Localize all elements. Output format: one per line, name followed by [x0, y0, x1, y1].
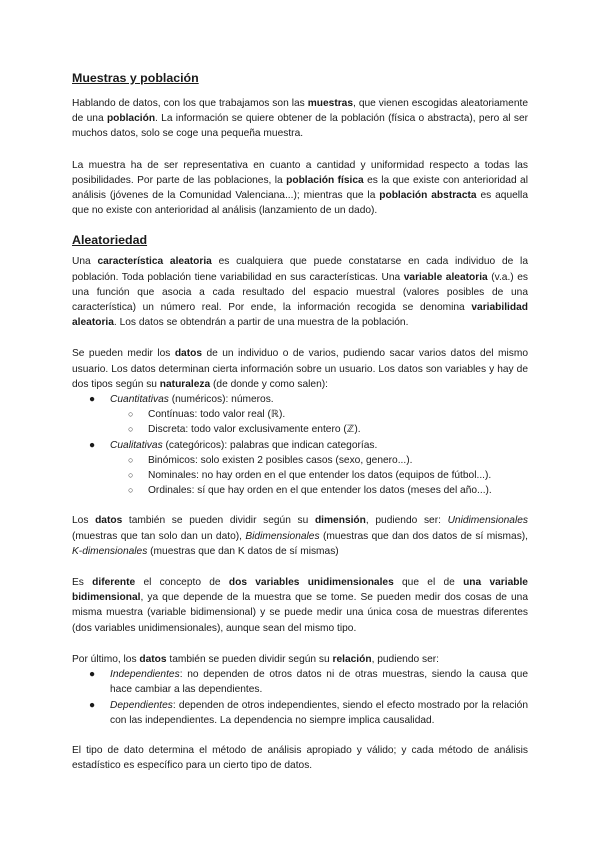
text-run: Ordinales: sí que hay orden en el que entender los datos (meses del año...).	[148, 485, 492, 497]
text-run: Contínuas: todo valor real (ℝ).	[148, 409, 286, 421]
bold-term: diferente	[92, 577, 136, 589]
italic-term: Cualitativas	[110, 439, 163, 451]
text-run: Binómicos: solo existen 2 posibles casos (sexo, genero...).	[148, 454, 413, 466]
circle-bullet-icon: ○	[128, 485, 134, 496]
text-run: (muestras que dan dos datos de sí mismas),	[319, 530, 529, 542]
list-item-independientes	[72, 667, 528, 697]
bold-term: datos	[174, 348, 202, 360]
paragraph-tipo-dato: El tipo de dato determina el método de análisis apropiado y válido; y cada método de análisis estadístico es específico para un cierto tipo de datos.	[72, 744, 528, 772]
bold-term: característica aleatoria	[97, 256, 212, 268]
text-run: (de donde y como salen):	[210, 378, 328, 390]
bold-term: población abstracta	[379, 190, 477, 202]
text-run: (categóricos): palabras que indican categorías.	[162, 439, 378, 451]
text-run: el concepto de	[135, 577, 229, 589]
bold-term: variabilidad aleatoria	[72, 302, 528, 329]
paragraph-diferente	[72, 575, 528, 636]
section-title-muestras: Muestras y población	[72, 71, 199, 85]
text-run: también se pueden dividir según su	[122, 515, 315, 527]
paragraph-relacion	[72, 652, 528, 667]
text-run: Una	[72, 256, 98, 268]
text-run: de un individuo o de varios, pudiendo sacar varios datos del mismo usuario. Los datos determinan cierta información sobre un usuario. Los datos son variables y hay de dos tipos según su	[72, 348, 528, 390]
bold-term: dos variables unidimensionales	[228, 577, 394, 589]
list-item-binomicos	[72, 453, 528, 468]
text-run: (v.a.) es una función que asocia a cada resultado del espacio muestral (valores posibles de una característica) un número real. Por ende, la información recogida se denomina	[72, 271, 528, 314]
list-item-discreta	[72, 422, 528, 437]
text-run: es aquella que no existe con anterioridad al análisis (lanzamiento de un dado).	[72, 190, 528, 217]
text-run: Nominales: no hay orden en el que entender los datos (equipos de fútbol...).	[148, 470, 492, 482]
bullet-icon: ●	[89, 439, 96, 451]
bold-term: variable aleatoria	[403, 271, 488, 283]
circle-bullet-icon: ○	[128, 454, 134, 465]
bold-term: población	[106, 113, 156, 125]
document-page	[72, 70, 528, 789]
text-run: . La información se quiere obtener de la población (física o abstracta), pero al ser muchos datos, solo se coge una pequeña muestra.	[72, 113, 528, 140]
italic-term: Cuantitativas	[110, 394, 169, 406]
list-item-cualitativas	[72, 438, 528, 499]
bold-term: dimensión	[314, 515, 366, 527]
paragraph-caracteristica	[72, 254, 528, 330]
italic-term: Dependientes	[110, 699, 173, 711]
text-run: , que vienen escogidas aleatoriamente de una	[72, 98, 528, 125]
text-run: , pudiendo ser:	[365, 515, 448, 527]
list-item-ordinales	[72, 483, 528, 498]
text-run: Hablando de datos, con los que trabajamos son las	[72, 98, 308, 109]
list-naturaleza	[72, 392, 528, 498]
paragraph-muestras-intro	[72, 96, 528, 142]
circle-bullet-icon: ○	[128, 424, 134, 435]
text-run: : dependen de otros independientes, siendo el efecto mostrado por la relación con las independientes. La dependencia no siempre implica causalidad.	[110, 699, 528, 726]
text-run: Se pueden medir los	[72, 348, 175, 360]
text-run: Los	[72, 515, 96, 527]
circle-bullet-icon: ○	[128, 470, 134, 481]
italic-term: Bidimensionales	[245, 530, 320, 542]
bold-term: relación	[332, 653, 372, 665]
paragraph-dimension	[72, 513, 528, 559]
text-run: Discreta: todo valor exclusivamente entero (ℤ).	[148, 424, 361, 436]
bold-term: población física	[286, 174, 364, 186]
text-run: . Los datos se obtendrán a partir de una muestra de la población.	[113, 317, 409, 329]
text-run: (muestras que tan solo dan un dato),	[72, 530, 246, 542]
bold-term: naturaleza	[159, 378, 211, 390]
bold-term: una variable bidimensional	[72, 577, 528, 604]
text-run: , ya que depende de la muestra que se tome. Se pueden medir dos cosas de una misma muestra (variable bidimensional) y se puede medir una única cosa de muestras diferentes (dos variables unidimensionales), aunque sean del mismo tipo.	[72, 592, 528, 634]
paragraph-poblaciones	[72, 158, 528, 219]
section-title-aleatoriedad: Aleatoriedad	[72, 233, 148, 248]
bold-term: muestras	[307, 98, 354, 109]
text-run: Por último, los	[72, 653, 140, 665]
circle-bullet-icon: ○	[128, 409, 134, 420]
sublist-cuantitativas	[110, 407, 528, 437]
list-item-cuantitativas	[72, 392, 528, 438]
text-run: La muestra ha de ser representativa en cuanto a cantidad y uniformidad respecto a todas las posibilidades. Por parte de las poblaciones, la	[72, 159, 528, 186]
list-item-dependientes	[72, 698, 528, 728]
bold-term: datos	[95, 515, 123, 527]
text-run: : no dependen de otros datos ni de otras muestras, siendo la causa que hace cambiar a las dependientes.	[110, 669, 528, 696]
text-run: que el de	[393, 577, 464, 589]
text-run: es cualquiera que puede constatarse en cada individuo de la población. Toda población tiene variabilidad en sus características. Una	[72, 256, 528, 283]
bullet-icon: ●	[89, 394, 96, 406]
list-item-nominales	[72, 468, 528, 483]
text-run: también se pueden dividir según su	[166, 653, 333, 665]
italic-term: K-dimensionales	[72, 545, 148, 557]
bold-term: datos	[139, 653, 167, 665]
paragraph-datos-naturaleza	[72, 346, 528, 392]
italic-term: Unidimensionales	[447, 515, 528, 527]
text-run: , pudiendo ser:	[371, 653, 439, 665]
italic-term: Independientes	[110, 669, 180, 681]
text-run: (muestras que dan K datos de sí mismas)	[147, 545, 339, 557]
list-relacion	[72, 667, 528, 728]
list-item-continuas	[72, 407, 528, 422]
text-run: es la que existe con anterioridad al análisis (jóvenes de la Comunidad Valenciana...); mientras que la	[72, 174, 528, 202]
text-run: Es	[72, 577, 93, 589]
bullet-icon: ●	[89, 699, 96, 711]
bullet-icon: ●	[89, 669, 96, 681]
text-run: (numéricos): números.	[168, 394, 274, 406]
sublist-cualitativas	[110, 453, 528, 499]
